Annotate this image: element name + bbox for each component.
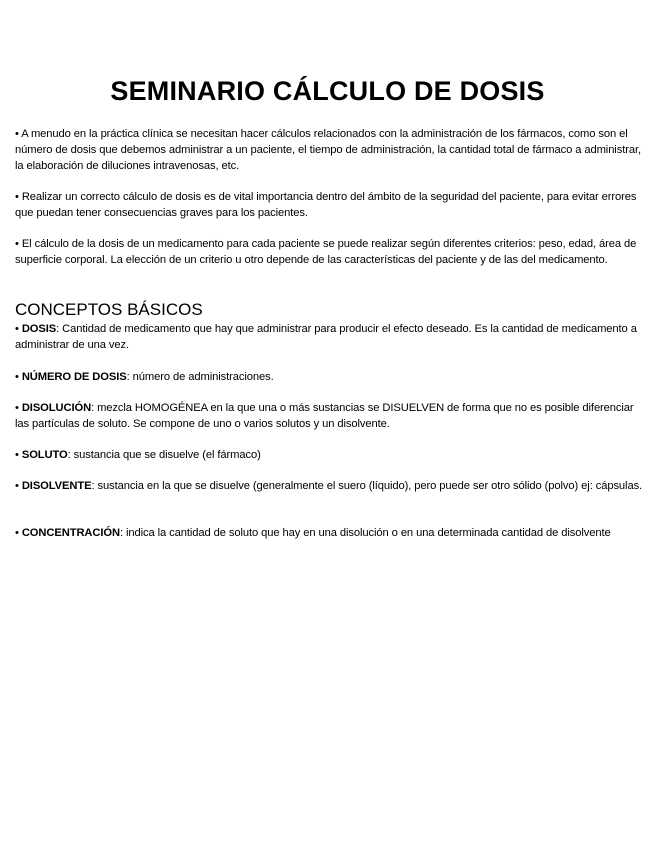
concept-definition: : Cantidad de medicamento que hay que administrar para producir el efecto deseado. Es la cantidad de medicamento a administrar de una vez. <box>15 323 637 351</box>
concept-disolucion <box>15 401 645 433</box>
intro-paragraph-2: • Realizar un correcto cálculo de dosis es de vital importancia dentro del ámbito de la seguridad del paciente, para evitar errores que puedan tener consecuencias graves para los pacientes. <box>15 191 637 219</box>
concept-definition: : número de administraciones. <box>126 371 274 383</box>
concept-dosis <box>15 322 645 354</box>
bullet: • <box>15 323 22 335</box>
concept-term: DOSIS <box>21 323 57 335</box>
bullet: • <box>15 402 22 414</box>
concept-term: DISOLUCIÓN <box>21 402 92 414</box>
concept-concentracion <box>15 526 645 542</box>
concept-definition: : indica la cantidad de soluto que hay en una disolución o en una determinada cantidad de disolvente <box>119 527 611 539</box>
bullet: • <box>15 480 22 492</box>
concept-disolvente <box>15 479 645 495</box>
concept-soluto <box>15 448 645 464</box>
bullet: • <box>15 449 22 461</box>
concept-term: SOLUTO <box>21 449 68 461</box>
concept-term: CONCENTRACIÓN <box>21 527 120 539</box>
bullet: • <box>15 371 22 383</box>
intro-paragraph-1: • A menudo en la práctica clínica se necesitan hacer cálculos relacionados con la administración de los fármacos, como son el número de dosis que debemos administrar a un paciente, el tiempo de administración, la cantidad total de fármaco a administrar, la elaboración de diluciones intravenosas, etc. <box>15 128 641 172</box>
concept-term: NÚMERO DE DOSIS <box>21 371 127 383</box>
concept-definition: : sustancia en la que se disuelve (generalmente el suero (líquido), pero puede ser otro sólido (polvo) ej: cápsulas. <box>91 480 643 492</box>
section-heading-conceptos: CONCEPTOS BÁSICOS <box>15 300 203 319</box>
concept-term: DISOLVENTE <box>21 480 92 492</box>
concept-definition: : mezcla HOMOGÉNEA en la que una o más sustancias se DISUELVEN de forma que no es posible diferenciar las partículas de soluto. Se compone de uno o varios solutos y un disolvente. <box>15 402 634 430</box>
bullet: • <box>15 527 22 539</box>
concept-numero-de-dosis <box>15 370 645 386</box>
page-title: SEMINARIO CÁLCULO DE DOSIS <box>110 76 545 106</box>
intro-paragraph-3: • El cálculo de la dosis de un medicamento para cada paciente se puede realizar según diferentes criterios: peso, edad, área de superficie corporal. La elección de un criterio u otro depende de las características del paciente y de las del medicamento. <box>15 238 637 266</box>
concept-definition: : sustancia que se disuelve (el fármaco) <box>67 449 261 461</box>
